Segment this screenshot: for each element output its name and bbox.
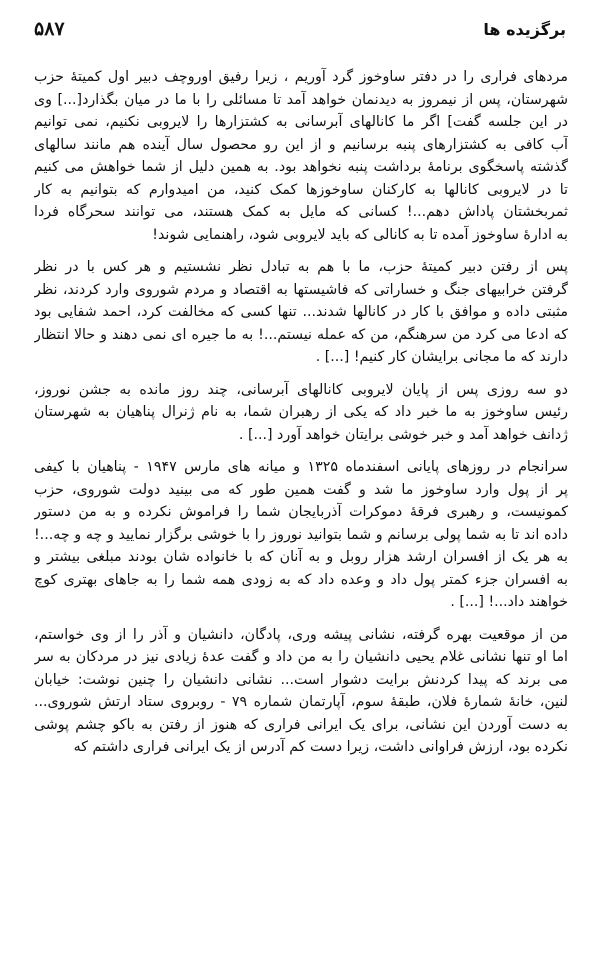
text-line: می برند که پیدا کردنش برایت دشوار است... نشانی دانشیان را چنین نوشت: خیابان [34,671,568,688]
text-line: کمونیست، و رهبری فرقهٔ دموکرات آذربایجان شما را فراموش نکرده و به من دستور [34,504,568,520]
text-line: که ادعا می کرد من سرهنگم، من که عمله نیستم...! به ما جیره ای نمی دهند و حالا انتظار [34,326,568,343]
text-line: به دست آوردن این نشانی، برای یک ایرانی فراری که هنوز از رفتن به باکو چشم پوشی [34,716,568,733]
page-header [34,14,566,44]
text-line: گذشته پاسخگوی برنامهٔ برداشت پنبه نخواهد بود. به همین دلیل از شما خواهش می کنیم [34,159,568,175]
text-line: دو سه روزی پس از پایان لایروبی کانالهای آبرسانی، چند روز مانده به جشن نوروز، [34,381,568,398]
text-line: آب کافی به کشتزارهای پنبه برسانیم و از این رو محصول سال آینده هم مانند سالهای [34,136,568,153]
text-line: پس از رفتن دبیر کمیتهٔ حزب، ما با هم به تبادل نظر نشستیم و هر کس با در نظر [34,259,568,275]
page-number: ۵۸۷ [34,18,65,40]
text-line: نکرده بود، ارزش فراوانی داشت، زیرا دست کم آدرس از یک ایرانی فراری داشتم که [73,739,568,755]
text-line: ثمربخشتان پاداش دهم...! کسانی که مایل به کمک هستند، می توانند سحرگاه فردا [34,204,568,220]
text-line: مردهای فراری را در دفتر ساوخوز گرد آوریم ، زیرا رفیق اوروچف دبیر اول کمیتهٔ حزب [34,69,568,85]
paragraph [34,379,568,447]
text-line: رئیس ساوخوز به ما خبر داد که یکی از رهبران شما، به نام ژنرال پناهیان به شهرستان [34,404,568,420]
text-line: سرانجام در روزهای پایانی اسفندماه ۱۳۲۵ و میانه های مارس ۱۹۴۷ - پناهیان با کیفی [34,459,568,475]
paragraph [34,66,568,246]
text-line: پر از پول وارد ساوخوز ما شد و گفت همین طور که می بینید دولت شوروی، حزب [34,481,568,498]
text-line: تا در لایروبی کانالها به کارکنان ساوخوزها کمک کنید، من امیدوارم که بتوانیم به کار [34,181,568,198]
text-line: اما او تنها نشانی غلام یحیی دانشیان را به من داد و گفت عدهٔ زیادی نیز در مردکان به سر [34,649,568,665]
text-line: به هر یک از افسران ارشد هزار روبل و به آنان که با خانواده شان بودند مبلغی بیشتر و [34,549,568,565]
paragraph [34,624,568,759]
text-line: خواهند داد...! [...] . [450,594,568,610]
text-line: مثبتی داده و موافق با کار در کانالها شدند... تنها کسی که مخالفت کرد، احمد شفایی بود [34,304,568,320]
text-line: شهرستان، پس از نیمروز به دیدنمان خواهد آمد تا مسائلی را با ما در میان بگذارد[...] وی [34,91,568,108]
text-line: لنین، خانهٔ شمارهٔ فلان، طبقهٔ سوم، آپارتمان شماره ۷۹ - روبروی ستاد ارتش شوروی... [34,694,568,710]
text-line: دارند که ما مجانی برایشان کار کنیم! [...] . [315,349,568,365]
text-line: به ادارهٔ ساوخوز آمده تا به کانالی که باید لایروبی شود، راهنمایی شوند! [152,226,568,243]
running-title: برگزیده ها [483,19,566,39]
body-text [34,66,568,769]
paragraph [34,456,568,614]
text-line: من از موقعیت بهره گرفته، نشانی پیشه وری، پادگان، دانشیان و آذر را از وی خواستم، [34,626,568,643]
text-line: به افسران جزء کمتر پول داد و وعده داد که به زودی همه شما را به جاهای بهتری کوچ [34,571,568,588]
text-line: ژدانف خواهد آمد و خبر خوشی برایتان خواهد آورد [...] . [238,426,568,443]
text-line: در این جلسه گفت] اگر ما کانالهای آبرسانی به کشتزارها را لایروبی نکنیم، نمی توانیم [34,114,568,130]
text-line: داده اند تا به شما پولی برسانم و شما بتوانید نوروز را با خوشی برگزار نمایید و چه و چه...! [34,526,568,543]
paragraph [34,256,568,369]
text-line: گرفتن خرابیهای جنگ و خساراتی که فاشیستها به اقتصاد و مردم شوروی وارد کردند، نظر [34,281,568,298]
